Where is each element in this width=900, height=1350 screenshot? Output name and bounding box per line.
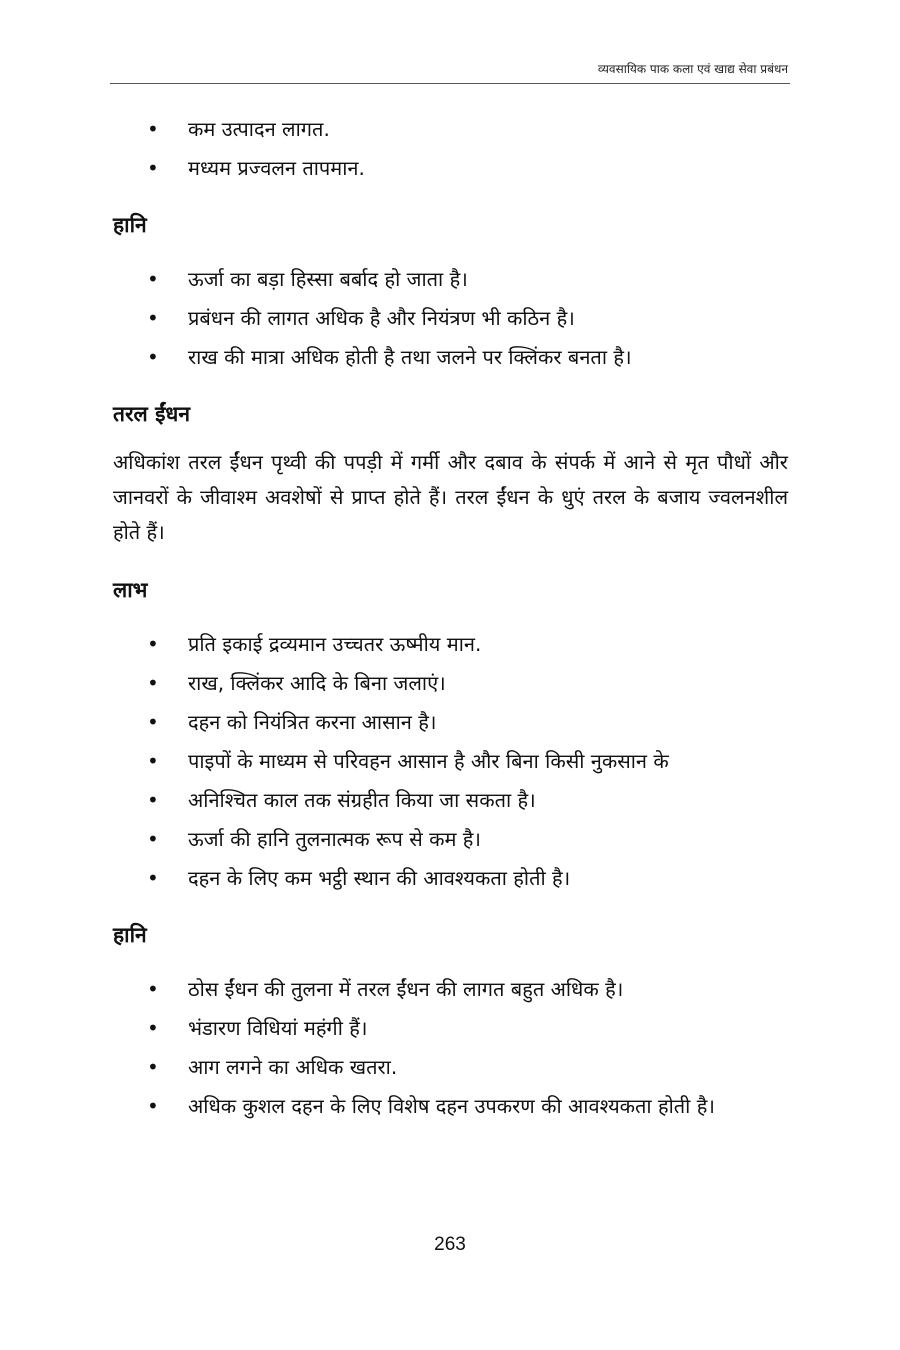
page-content (113, 112, 788, 1128)
list-item-text: दहन को नियंत्रित करना आसान है। (188, 710, 437, 734)
list-item-text: राख, क्लिंकर आदि के बिना जलाएं। (188, 671, 446, 695)
list-item-text: प्रति इकाई द्रव्यमान उच्चतर ऊष्मीय मान. (188, 632, 482, 656)
disadvantages-list-2 (113, 972, 788, 1123)
list-item (113, 262, 788, 296)
liquid-fuel-paragraph: अधिकांश तरल ईंधन पृथ्वी की पपड़ी में गर्मी और दबाव के संपर्क में आने से मृत पौधों और जानवरों के जीवाश्म अवशेषों से प्राप्त होते हैं। तरल ईंधन के धुएं तरल के बजाय ज्वलनशील होते हैं। (113, 450, 788, 544)
list-item (113, 861, 788, 895)
list-item-text: दहन के लिए कम भट्ठी स्थान की आवश्यकता होती है। (188, 866, 571, 890)
bullet-icon: • (147, 1055, 159, 1079)
list-item-text: पाइपों के माध्यम से परिवहन आसान है और बिना किसी नुकसान के (188, 749, 669, 773)
list-item (113, 1089, 788, 1123)
list-item (113, 666, 788, 700)
bullet-icon: • (147, 749, 159, 773)
list-item-text: मध्यम प्रज्वलन तापमान. (188, 156, 365, 180)
bullet-icon: • (147, 866, 159, 890)
list-item (113, 112, 788, 146)
bullet-icon: • (147, 1016, 159, 1040)
list-item (113, 340, 788, 374)
bullet-icon: • (147, 788, 159, 812)
list-item-text: प्रबंधन की लागत अधिक है और नियंत्रण भी कठिन है। (188, 306, 575, 330)
bullet-icon: • (147, 156, 159, 180)
advantages-list (113, 627, 788, 895)
section-heading-disadvantages-2: हानि (113, 923, 147, 947)
intro-list (113, 112, 788, 185)
list-item-text: ठोस ईंधन की तुलना में तरल ईंधन की लागत बहुत अधिक है। (188, 977, 624, 1001)
bullet-icon: • (147, 671, 159, 695)
bullet-icon: • (147, 117, 159, 141)
list-item (113, 744, 788, 778)
section-heading-liquid-fuel: तरल ईंधन (113, 402, 190, 426)
list-item (113, 627, 788, 661)
list-item-text: ऊर्जा की हानि तुलनात्मक रूप से कम है। (188, 827, 481, 851)
list-item (113, 972, 788, 1006)
section-heading-advantages: लाभ (113, 578, 148, 602)
list-item (113, 1050, 788, 1084)
bullet-icon: • (147, 267, 159, 291)
bullet-icon: • (147, 827, 159, 851)
bullet-icon: • (147, 632, 159, 656)
bullet-icon: • (147, 1094, 159, 1118)
list-item (113, 822, 788, 856)
bullet-icon: • (147, 977, 159, 1001)
section-heading-disadvantages: हानि (113, 213, 147, 237)
list-item-text: भंडारण विधियां महंगी हैं। (188, 1016, 368, 1040)
header-rule (110, 83, 790, 84)
list-item-text: अधिक कुशल दहन के लिए विशेष दहन उपकरण की आवश्यकता होती है। (188, 1094, 715, 1118)
list-item (113, 301, 788, 335)
list-item-text: राख की मात्रा अधिक होती है तथा जलने पर क्लिंकर बनता है। (188, 345, 632, 369)
list-item (113, 783, 788, 817)
list-item-text: अनिश्चित काल तक संग्रहीत किया जा सकता है। (188, 788, 536, 812)
running-header: व्यवसायिक पाक कला एवं खाद्य सेवा प्रबंधन (597, 62, 788, 76)
bullet-icon: • (147, 306, 159, 330)
list-item (113, 705, 788, 739)
bullet-icon: • (147, 710, 159, 734)
list-item-text: कम उत्पादन लागत. (188, 117, 330, 141)
list-item-text: ऊर्जा का बड़ा हिस्सा बर्बाद हो जाता है। (188, 267, 468, 291)
page-number: 263 (434, 1234, 466, 1255)
list-item (113, 151, 788, 185)
list-item (113, 1011, 788, 1045)
list-item-text: आग लगने का अधिक खतरा. (188, 1055, 398, 1079)
bullet-icon: • (147, 345, 159, 369)
disadvantages-list (113, 262, 788, 374)
